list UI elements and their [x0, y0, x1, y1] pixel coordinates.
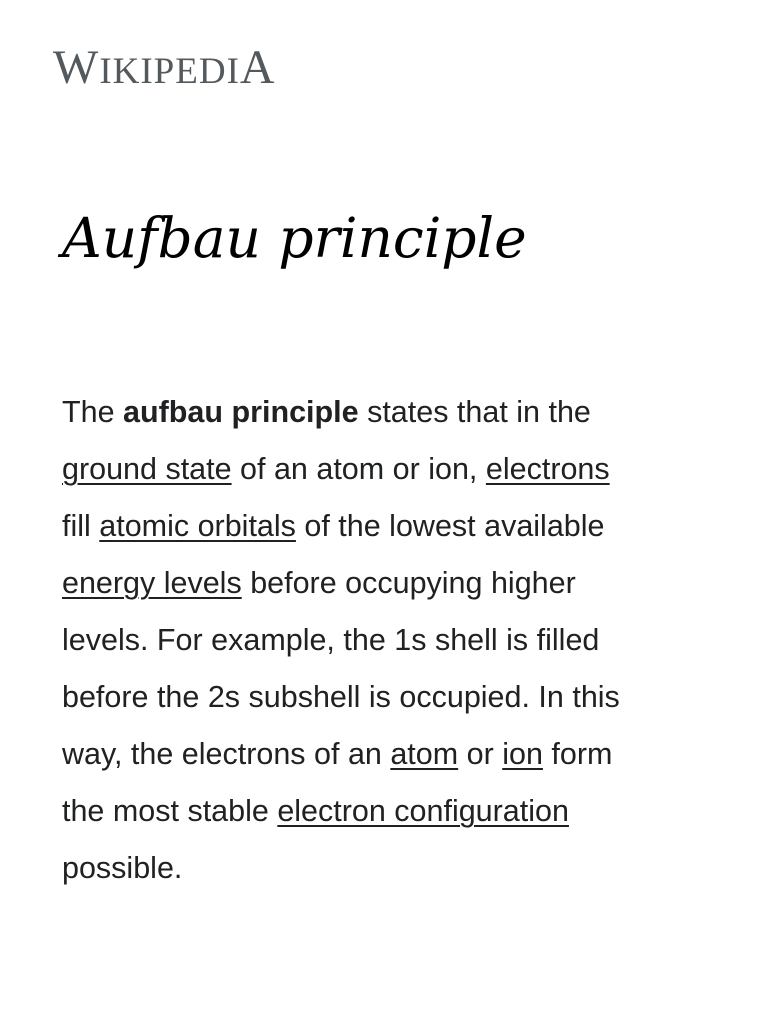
paragraph-line: fill atomic orbitals of the lowest available	[62, 509, 605, 543]
link-atomic-orbitals[interactable]: atomic orbitals	[99, 509, 296, 543]
link-atom[interactable]: atom	[390, 737, 459, 771]
wikipedia-logo[interactable]: WIKIPEDIA	[53, 41, 276, 94]
paragraph-line: possible.	[62, 851, 183, 885]
paragraph-line: The aufbau principle states that in the	[62, 395, 591, 429]
bold-term: aufbau principle	[123, 395, 359, 429]
link-electron-configuration[interactable]: electron configuration	[277, 794, 569, 828]
link-electrons[interactable]: electrons	[485, 452, 610, 486]
link-ground-state[interactable]: ground state	[62, 452, 232, 486]
article-intro-paragraph	[62, 384, 698, 897]
paragraph-line: levels. For example, the 1s shell is filled	[62, 623, 600, 657]
paragraph-line: before the 2s subshell is occupied. In this	[62, 680, 620, 714]
link-energy-levels[interactable]: energy levels	[62, 566, 242, 600]
page-title: Aufbau principle	[62, 206, 527, 270]
paragraph-line: way, the electrons of an atom or ion form	[62, 737, 613, 771]
link-ion[interactable]: ion	[502, 737, 543, 771]
paragraph-line: energy levels before occupying higher	[62, 566, 576, 600]
paragraph-line: ground state of an atom or ion, electrons	[62, 452, 610, 486]
paragraph-line: the most stable electron configuration	[62, 794, 569, 828]
